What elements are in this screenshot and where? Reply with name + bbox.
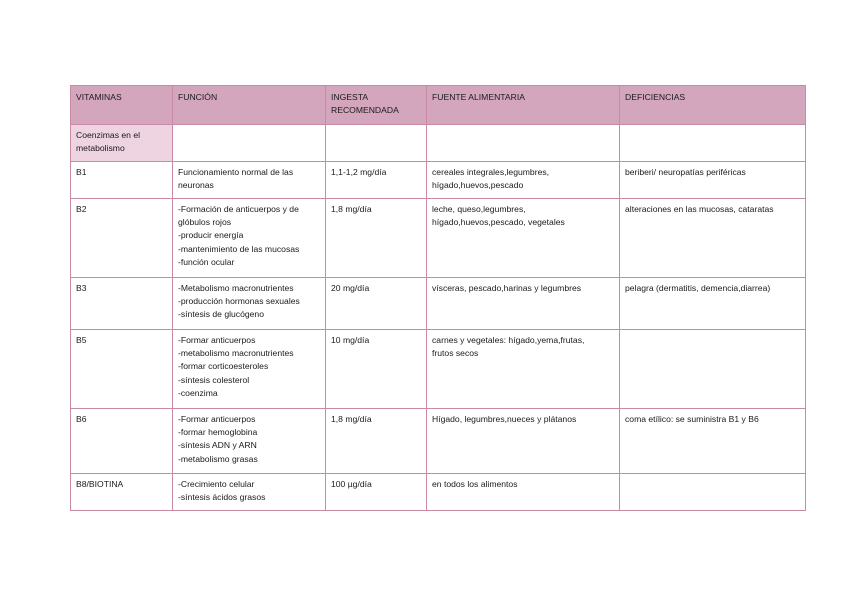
deficiencias-cell xyxy=(620,330,806,409)
ingesta-cell: 100 µg/día xyxy=(326,474,427,511)
funcion-line: neuronas xyxy=(178,180,214,191)
vitamina-cell: B3 xyxy=(71,278,173,330)
fuente-line: hígado,huevos,pescado xyxy=(432,180,524,191)
fuente-line: hígado,huevos,pescado, vegetales xyxy=(432,217,565,228)
funcion-line: glóbulos rojos xyxy=(178,217,232,228)
fuente-line: Hígado, legumbres,nueces y plátanos xyxy=(432,414,577,424)
funcion-cell xyxy=(173,330,326,409)
funcion-line: -formar hemoglobina xyxy=(178,427,258,438)
funcion-line: -metabolismo macronutrientes xyxy=(178,348,294,359)
fuente-line: cereales integrales,legumbres, xyxy=(432,167,550,177)
ingesta-cell: 20 mg/día xyxy=(326,278,427,330)
fuente-cell xyxy=(427,474,620,511)
funcion-cell xyxy=(173,474,326,511)
deficiencias-cell xyxy=(620,199,806,278)
funcion-line: -Crecimiento celular xyxy=(178,479,255,489)
table-row xyxy=(71,474,806,511)
ingesta-cell: 1,8 mg/día xyxy=(326,409,427,474)
empty-cell xyxy=(326,125,427,162)
header-funcion: FUNCIÓN xyxy=(173,86,326,125)
fuente-line: leche, queso,legumbres, xyxy=(432,204,526,214)
funcion-line: -síntesis colesterol xyxy=(178,374,250,385)
section-label-line: Coenzimas en el xyxy=(76,130,141,140)
empty-cell xyxy=(620,125,806,162)
deficiencias-line: coma etílico: se suministra B1 y B6 xyxy=(625,414,759,424)
section-label-line: metabolismo xyxy=(76,143,125,154)
funcion-line: -Metabolismo macronutrientes xyxy=(178,283,294,293)
funcion-line: -Formar anticuerpos xyxy=(178,414,256,424)
funcion-line: -coenzima xyxy=(178,387,218,398)
fuente-line: vísceras, pescado,harinas y legumbres xyxy=(432,283,582,293)
header-ingesta-line: RECOMENDADA xyxy=(331,105,399,116)
funcion-cell xyxy=(173,409,326,474)
funcion-line: -síntesis ácidos grasos xyxy=(178,492,266,503)
deficiencias-cell xyxy=(620,409,806,474)
fuente-cell xyxy=(427,330,620,409)
funcion-line: -producción hormonas sexuales xyxy=(178,296,300,307)
deficiencias-cell xyxy=(620,278,806,330)
deficiencias-line: beriberi/ neuropatías periféricas xyxy=(625,167,746,177)
ingesta-cell: 1,8 mg/día xyxy=(326,199,427,278)
funcion-line: -producir energía xyxy=(178,230,244,241)
deficiencias-line: pelagra (dermatitis, demencia,diarrea) xyxy=(625,283,771,293)
table-row xyxy=(71,162,806,199)
funcion-line: Funcionamiento normal de las xyxy=(178,167,294,177)
header-fuente: FUENTE ALIMENTARIA xyxy=(427,86,620,125)
funcion-line: -síntesis ADN y ARN xyxy=(178,440,257,451)
table-row xyxy=(71,278,806,330)
fuente-line: frutos secos xyxy=(432,348,479,359)
vitamina-cell: B6 xyxy=(71,409,173,474)
fuente-cell xyxy=(427,199,620,278)
fuente-line: en todos los alimentos xyxy=(432,479,518,489)
vitamina-cell: B2 xyxy=(71,199,173,278)
table-row xyxy=(71,409,806,474)
table-row xyxy=(71,330,806,409)
funcion-line: -Formación de anticuerpos y de xyxy=(178,204,299,214)
funcion-line: -metabolismo grasas xyxy=(178,453,258,464)
fuente-cell xyxy=(427,162,620,199)
empty-cell xyxy=(173,125,326,162)
header-ingesta xyxy=(326,86,427,125)
section-label-cell xyxy=(71,125,173,162)
table-header-row xyxy=(71,86,806,125)
empty-cell xyxy=(427,125,620,162)
ingesta-cell: 10 mg/día xyxy=(326,330,427,409)
funcion-line: -mantenimiento de las mucosas xyxy=(178,243,300,254)
deficiencias-cell xyxy=(620,162,806,199)
fuente-line: carnes y vegetales: hígado,yema,frutas, xyxy=(432,335,585,345)
funcion-cell xyxy=(173,199,326,278)
funcion-line: -Formar anticuerpos xyxy=(178,335,256,345)
vitamina-cell: B5 xyxy=(71,330,173,409)
funcion-line: -función ocular xyxy=(178,256,235,267)
header-deficiencias: DEFICIENCIAS xyxy=(620,86,806,125)
deficiencias-cell xyxy=(620,474,806,511)
deficiencias-line: alteraciones en las mucosas, cataratas xyxy=(625,204,774,214)
vitamina-cell: B8/BIOTINA xyxy=(71,474,173,511)
funcion-cell xyxy=(173,162,326,199)
header-ingesta-line: INGESTA xyxy=(331,92,368,102)
funcion-cell xyxy=(173,278,326,330)
vitamina-cell: B1 xyxy=(71,162,173,199)
table-row-section xyxy=(71,125,806,162)
header-vitaminas: VITAMINAS xyxy=(71,86,173,125)
vitamins-table xyxy=(70,85,806,511)
fuente-cell xyxy=(427,409,620,474)
funcion-line: -formar corticoesteroles xyxy=(178,361,269,372)
ingesta-cell: 1,1-1,2 mg/día xyxy=(326,162,427,199)
fuente-cell xyxy=(427,278,620,330)
funcion-line: -síntesis de glucógeno xyxy=(178,309,264,320)
table-row xyxy=(71,199,806,278)
